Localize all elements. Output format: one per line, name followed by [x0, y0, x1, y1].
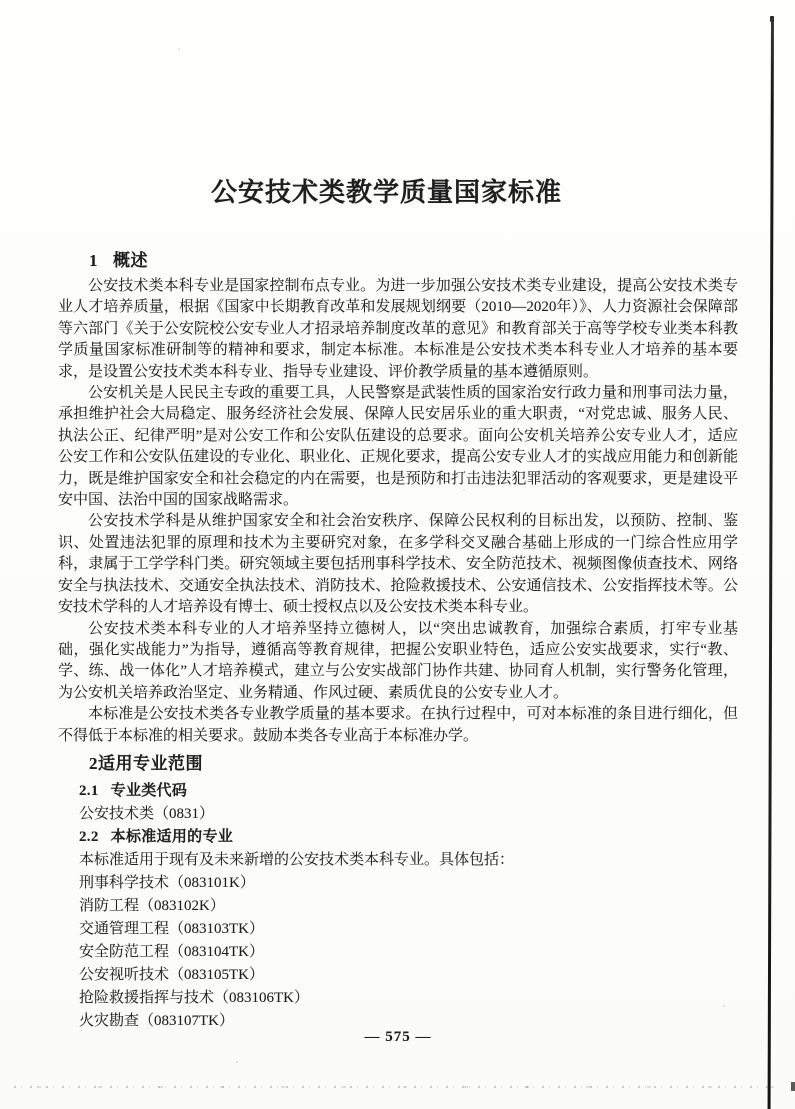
subsection-2-2-heading	[79, 826, 739, 849]
body-paragraph: 公安技术学科是从维护国家安全和社会治安秩序、保障公民权利的目标出发，以预防、控制、鉴识、处置违法犯罪的原理和技术为主要研究对象，在多学科交叉融合基础上形成的一门综合性应用学科，隶属于工学学科门类。研究领域主要包括刑事科学技术、安全防范技术、视频图像侦查技术、网络安全与执法技术、交通安全执法技术、消防技术、抢险救援技术、公安通信技术、公安指挥技术等。公安技术学科的人才培养设有博士、硕士授权点以及公安技术类本科专业。	[58, 513, 738, 616]
scan-speck	[236, 1061, 238, 1063]
spec-intro-line: 本标准适用于现有及未来新增的公安技术类本科专业。具体包括：	[79, 852, 515, 868]
body-paragraph: 公安技术类本科专业是国家控制布点专业。为进一步加强公安技术类专业建设，提高公安技术类专业人才培养质量，根据《国家中长期教育改革和发展规划纲要（2010—2020年）》、人力资源社会保障部等六部门《关于公安院校公安专业人才招录培养制度改革的意见》和教育部关于高等学校专业类本科教学质量国家标准研制等的精神和要求，制定本标准。本标准是公安技术类本科专业人才培养的基本要求，是设置公安技术类本科专业、指导专业建设、评价教学质量的基本遵循原则。	[58, 278, 738, 380]
major-list-line: 安全防范工程（083104TK）	[79, 944, 264, 960]
section-2	[79, 751, 739, 1033]
major-list-line: 公安视听技术（083105TK）	[79, 967, 264, 983]
section-2-heading	[79, 751, 739, 777]
major-code-line: 公安技术类（0831）	[79, 806, 215, 822]
scan-noise-line	[14, 1086, 776, 1088]
section-number: 2	[89, 754, 98, 773]
major-list-line: 火灾勘查（083107TK）	[79, 1013, 234, 1029]
section-title: 概述	[113, 251, 148, 270]
page-number: — 575 —	[364, 1029, 432, 1045]
scan-corner-mark	[791, 1082, 795, 1091]
subsection-2-1-heading	[79, 780, 739, 803]
body-paragraph: 公安机关是人民民主专政的重要工具，人民警察是武装性质的国家治安行政力量和刑事司法力量，承担维护社会大局稳定、服务经济社会发展、保障人民安居乐业的重大职责，“对党忠诚、服务人民、执法公正、纪律严明”是对公安工作和公安队伍建设的总要求。面向公安机关培养公安专业人才，适应公安工作和公安队伍建设的专业化、职业化、正规化要求，提高公安专业人才的实战应用能力和创新能力，既是维护国家安全和社会稳定的内在需要，也是预防和打击违法犯罪活动的客观要求，更是建设平安中国、法治中国的国家战略需求。	[58, 385, 738, 509]
subsection-title: 专业类代码	[110, 783, 188, 799]
subsection-number: 2.1	[79, 783, 99, 799]
section-title: 适用专业范围	[98, 754, 203, 773]
major-list-line: 消防工程（083102K）	[79, 898, 225, 914]
major-list-line: 交通管理工程（083103TK）	[79, 921, 264, 937]
body-paragraph: 公安技术类本科专业的人才培养坚持立德树人，以“突出忠诚教育，加强综合素质，打牢专业基础，强化实战能力”为指导，遵循高等教育规律，把握公安职业特色，适应公安实战要求，实行“教、学、练、战一体化”人才培养模式，建立与公安实战部门协作共建、协同育人机制，实行警务化管理，为公安机关培养政治坚定、业务精通、作风过硬、素质优良的公安专业人才。	[58, 620, 738, 701]
section-1-body	[58, 276, 738, 747]
body-paragraph: 本标准是公安技术类各专业教学质量的基本要求。在执行过程中，可对本标准的条目进行细化，但不得低于本标准的相关要求。鼓励本类各专业高于本标准办学。	[58, 706, 738, 744]
document-title: 公安技术类教学质量国家标准	[210, 178, 562, 208]
scan-speck	[178, 48, 180, 50]
subsection-number: 2.2	[79, 829, 99, 845]
major-list-line: 刑事科学技术（083101K）	[79, 875, 255, 891]
section-number: 1	[89, 251, 98, 270]
section-1-heading	[89, 246, 148, 271]
subsection-title: 本标准适用的专业	[110, 829, 234, 845]
major-list-line: 抢险救援指挥与技术（083106TK）	[79, 990, 309, 1006]
